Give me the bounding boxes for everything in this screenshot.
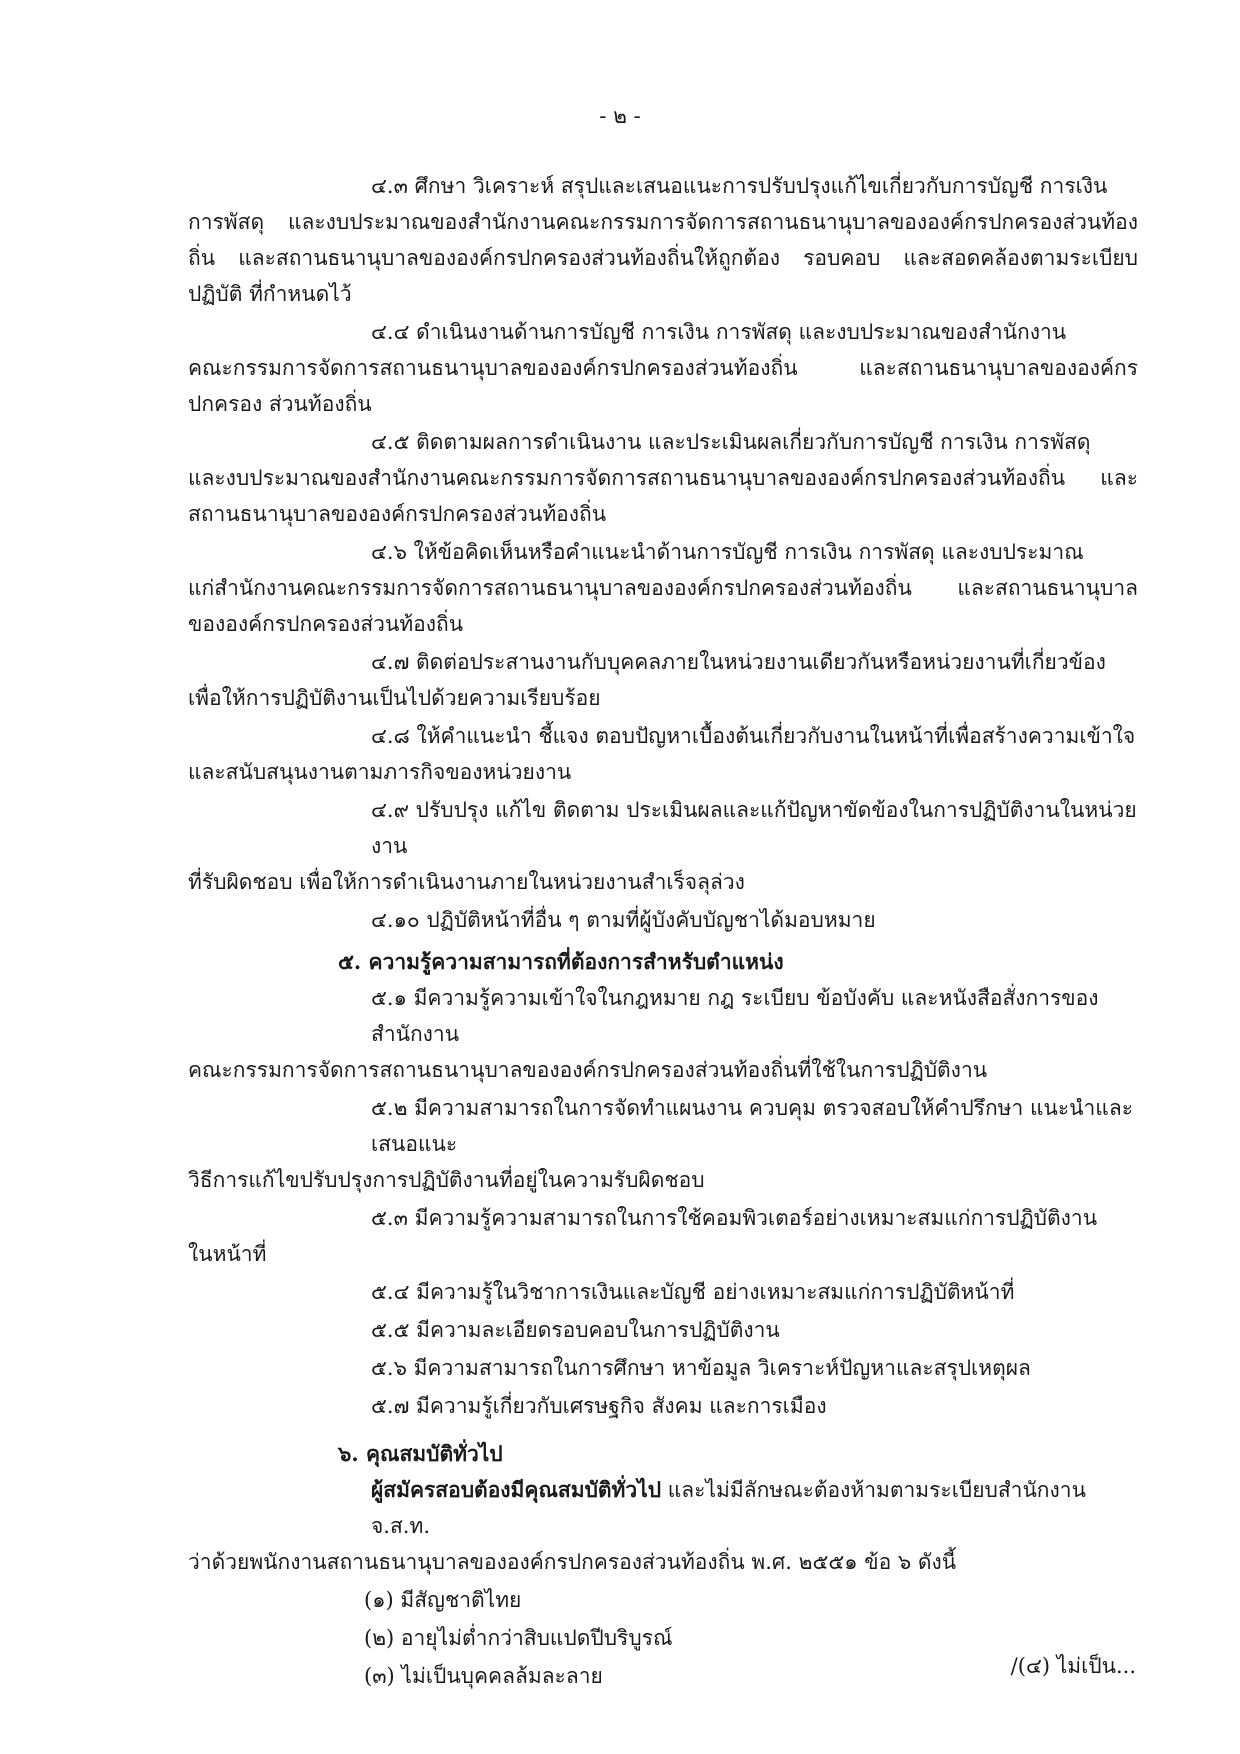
item-5-6: ๕.๖ มีความสามารถในการศึกษา หาข้อมูล วิเคราะห์ปัญหาและสรุปเหตุผล [371, 1356, 1031, 1380]
qualification-1: (๑) มีสัญชาติไทย [364, 1588, 522, 1612]
item-5-2-first-line: ๕.๒ มีความสามารถในการจัดทำแผนงาน ควบคุม ตรวจสอบให้คำปรึกษา แนะนำและเสนอแนะ [371, 1096, 1133, 1156]
item-4-3-continuation: การพัสดุ และงบประมาณของสำนักงานคณะกรรมการจัดการสถานธนานุบาลขององค์กรปกครองส่วนท้องถิ่น และสถานธนานุบาลขององค์กรปกครองส่วนท้องถิ่นให้ถูกต้อง รอบคอบ และสอดคล้องตามระเบียบปฏิบัติ ที่กำหนดไว้ [188, 210, 1138, 306]
item-4-7-continuation: เพื่อให้การปฏิบัติงานเป็นไปด้วยความเรียบร้อย [188, 686, 601, 710]
item-5-5: ๕.๕ มีความละเอียดรอบคอบในการปฏิบัติงาน [371, 1318, 780, 1342]
item-4-8-continuation: และสนับสนุนงานตามภารกิจของหน่วยงาน [188, 760, 572, 784]
item-4-7-first-line: ๔.๗ ติดต่อประสานงานกับบุคคลภายในหน่วยงานเดียวกันหรือหน่วยงานที่เกี่ยวข้อง [371, 650, 1106, 674]
item-5-7: ๕.๗ มีความรู้เกี่ยวกับเศรษฐกิจ สังคม และการเมือง [371, 1394, 827, 1418]
section-6-intro-first-line [188, 1472, 1138, 1544]
item-4-5-continuation: และงบประมาณของสำนักงานคณะกรรมการจัดการสถานธนานุบาลขององค์กรปกครองส่วนท้องถิ่น และสถานธนานุบาลขององค์กรปกครองส่วนท้องถิ่น [188, 466, 1138, 526]
continuation-footer: /(๔) ไม่เป็น... [1010, 1654, 1136, 1678]
qualification-3: (๓) ไม่เป็นบุคคลล้มละลาย [364, 1664, 603, 1688]
item-4-9-continuation: ที่รับผิดชอบ เพื่อให้การดำเนินงานภายในหน่วยงานสำเร็จลุล่วง [188, 870, 745, 894]
document-body [188, 168, 1138, 1694]
item-4-8-first-line: ๔.๘ ให้คำแนะนำ ชี้แจง ตอบปัญหาเบื้องต้นเกี่ยวกับงานในหน้าที่เพื่อสร้างความเข้าใจ [371, 724, 1136, 748]
item-4-3-first-line: ๔.๓ ศึกษา วิเคราะห์ สรุปและเสนอแนะการปรับปรุงแก้ไขเกี่ยวกับการบัญชี การเงิน [371, 174, 1108, 198]
item-4-9-first-line: ๔.๙ ปรับปรุง แก้ไข ติดตาม ประเมินผลและแก้ปัญหาขัดข้องในการปฏิบัติงานในหน่วยงาน [371, 798, 1137, 858]
section-6-intro-continuation: ว่าด้วยพนักงานสถานธนานุบาลขององค์กรปกครองส่วนท้องถิ่น พ.ศ. ๒๕๕๑ ข้อ ๖ ดังนี้ [188, 1550, 957, 1574]
page-number: - ๒ - [599, 104, 641, 128]
item-4-4-continuation: คณะกรรมการจัดการสถานธนานุบาลขององค์กรปกครองส่วนท้องถิ่น และสถานธนานุบาลขององค์กรปกครอง ส่วนท้องถิ่น [188, 356, 1138, 416]
section-5-heading: ๕. ความรู้ความสามารถที่ต้องการสำหรับตำแหน่ง [338, 949, 784, 974]
item-5-4: ๕.๔ มีความรู้ในวิชาการเงินและบัญชี อย่างเหมาะสมแก่การปฏิบัติหน้าที่ [371, 1280, 1015, 1304]
item-4-5-first-line: ๔.๕ ติดตามผลการดำเนินงาน และประเมินผลเกี่ยวกับการบัญชี การเงิน การพัสดุ [371, 430, 1091, 454]
item-5-3-first-line: ๕.๓ มีความรู้ความสามารถในการใช้คอมพิวเตอร์อย่างเหมาะสมแก่การปฏิบัติงาน [371, 1206, 1098, 1230]
item-5-2-continuation: วิธีการแก้ไขปรับปรุงการปฏิบัติงานที่อยู่ในความรับผิดชอบ [188, 1168, 705, 1192]
item-5-1-first-line: ๕.๑ มีความรู้ความเข้าใจในกฎหมาย กฎ ระเบียบ ข้อบังคับ และหนังสือสั่งการของสำนักงาน [371, 986, 1099, 1046]
item-4-6-first-line: ๔.๖ ให้ข้อคิดเห็นหรือคำแนะนำด้านการบัญชี การเงิน การพัสดุ และงบประมาณ [371, 540, 1084, 564]
item-4-10: ๔.๑๐ ปฏิบัติหน้าที่อื่น ๆ ตามที่ผู้บังคับบัญชาได้มอบหมาย [371, 908, 876, 932]
section-6-intro-bold: ผู้สมัครสอบต้องมีคุณสมบัติทั่วไป [371, 1477, 662, 1502]
section-6-intro-rest: และไม่มีลักษณะต้องห้ามตามระเบียบสำนักงาน จ.ส.ท. [371, 1478, 1086, 1538]
item-5-3-continuation: ในหน้าที่ [188, 1242, 267, 1266]
item-4-4-first-line: ๔.๔ ดำเนินงานด้านการบัญชี การเงิน การพัสดุ และงบประมาณของสำนักงาน [371, 320, 1067, 344]
qualification-2: (๒) อายุไม่ต่ำกว่าสิบแปดปีบริบูรณ์ [364, 1626, 673, 1650]
item-5-1-continuation: คณะกรรมการจัดการสถานธนานุบาลขององค์กรปกครองส่วนท้องถิ่นที่ใช้ในการปฏิบัติงาน [188, 1058, 988, 1082]
item-4-6-continuation: แก่สำนักงานคณะกรรมการจัดการสถานธนานุบาลขององค์กรปกครองส่วนท้องถิ่น และสถานธนานุบาล ขององค์กรปกครองส่วนท้องถิ่น [188, 576, 1138, 636]
section-6-heading: ๖. คุณสมบัติทั่วไป [338, 1441, 503, 1466]
